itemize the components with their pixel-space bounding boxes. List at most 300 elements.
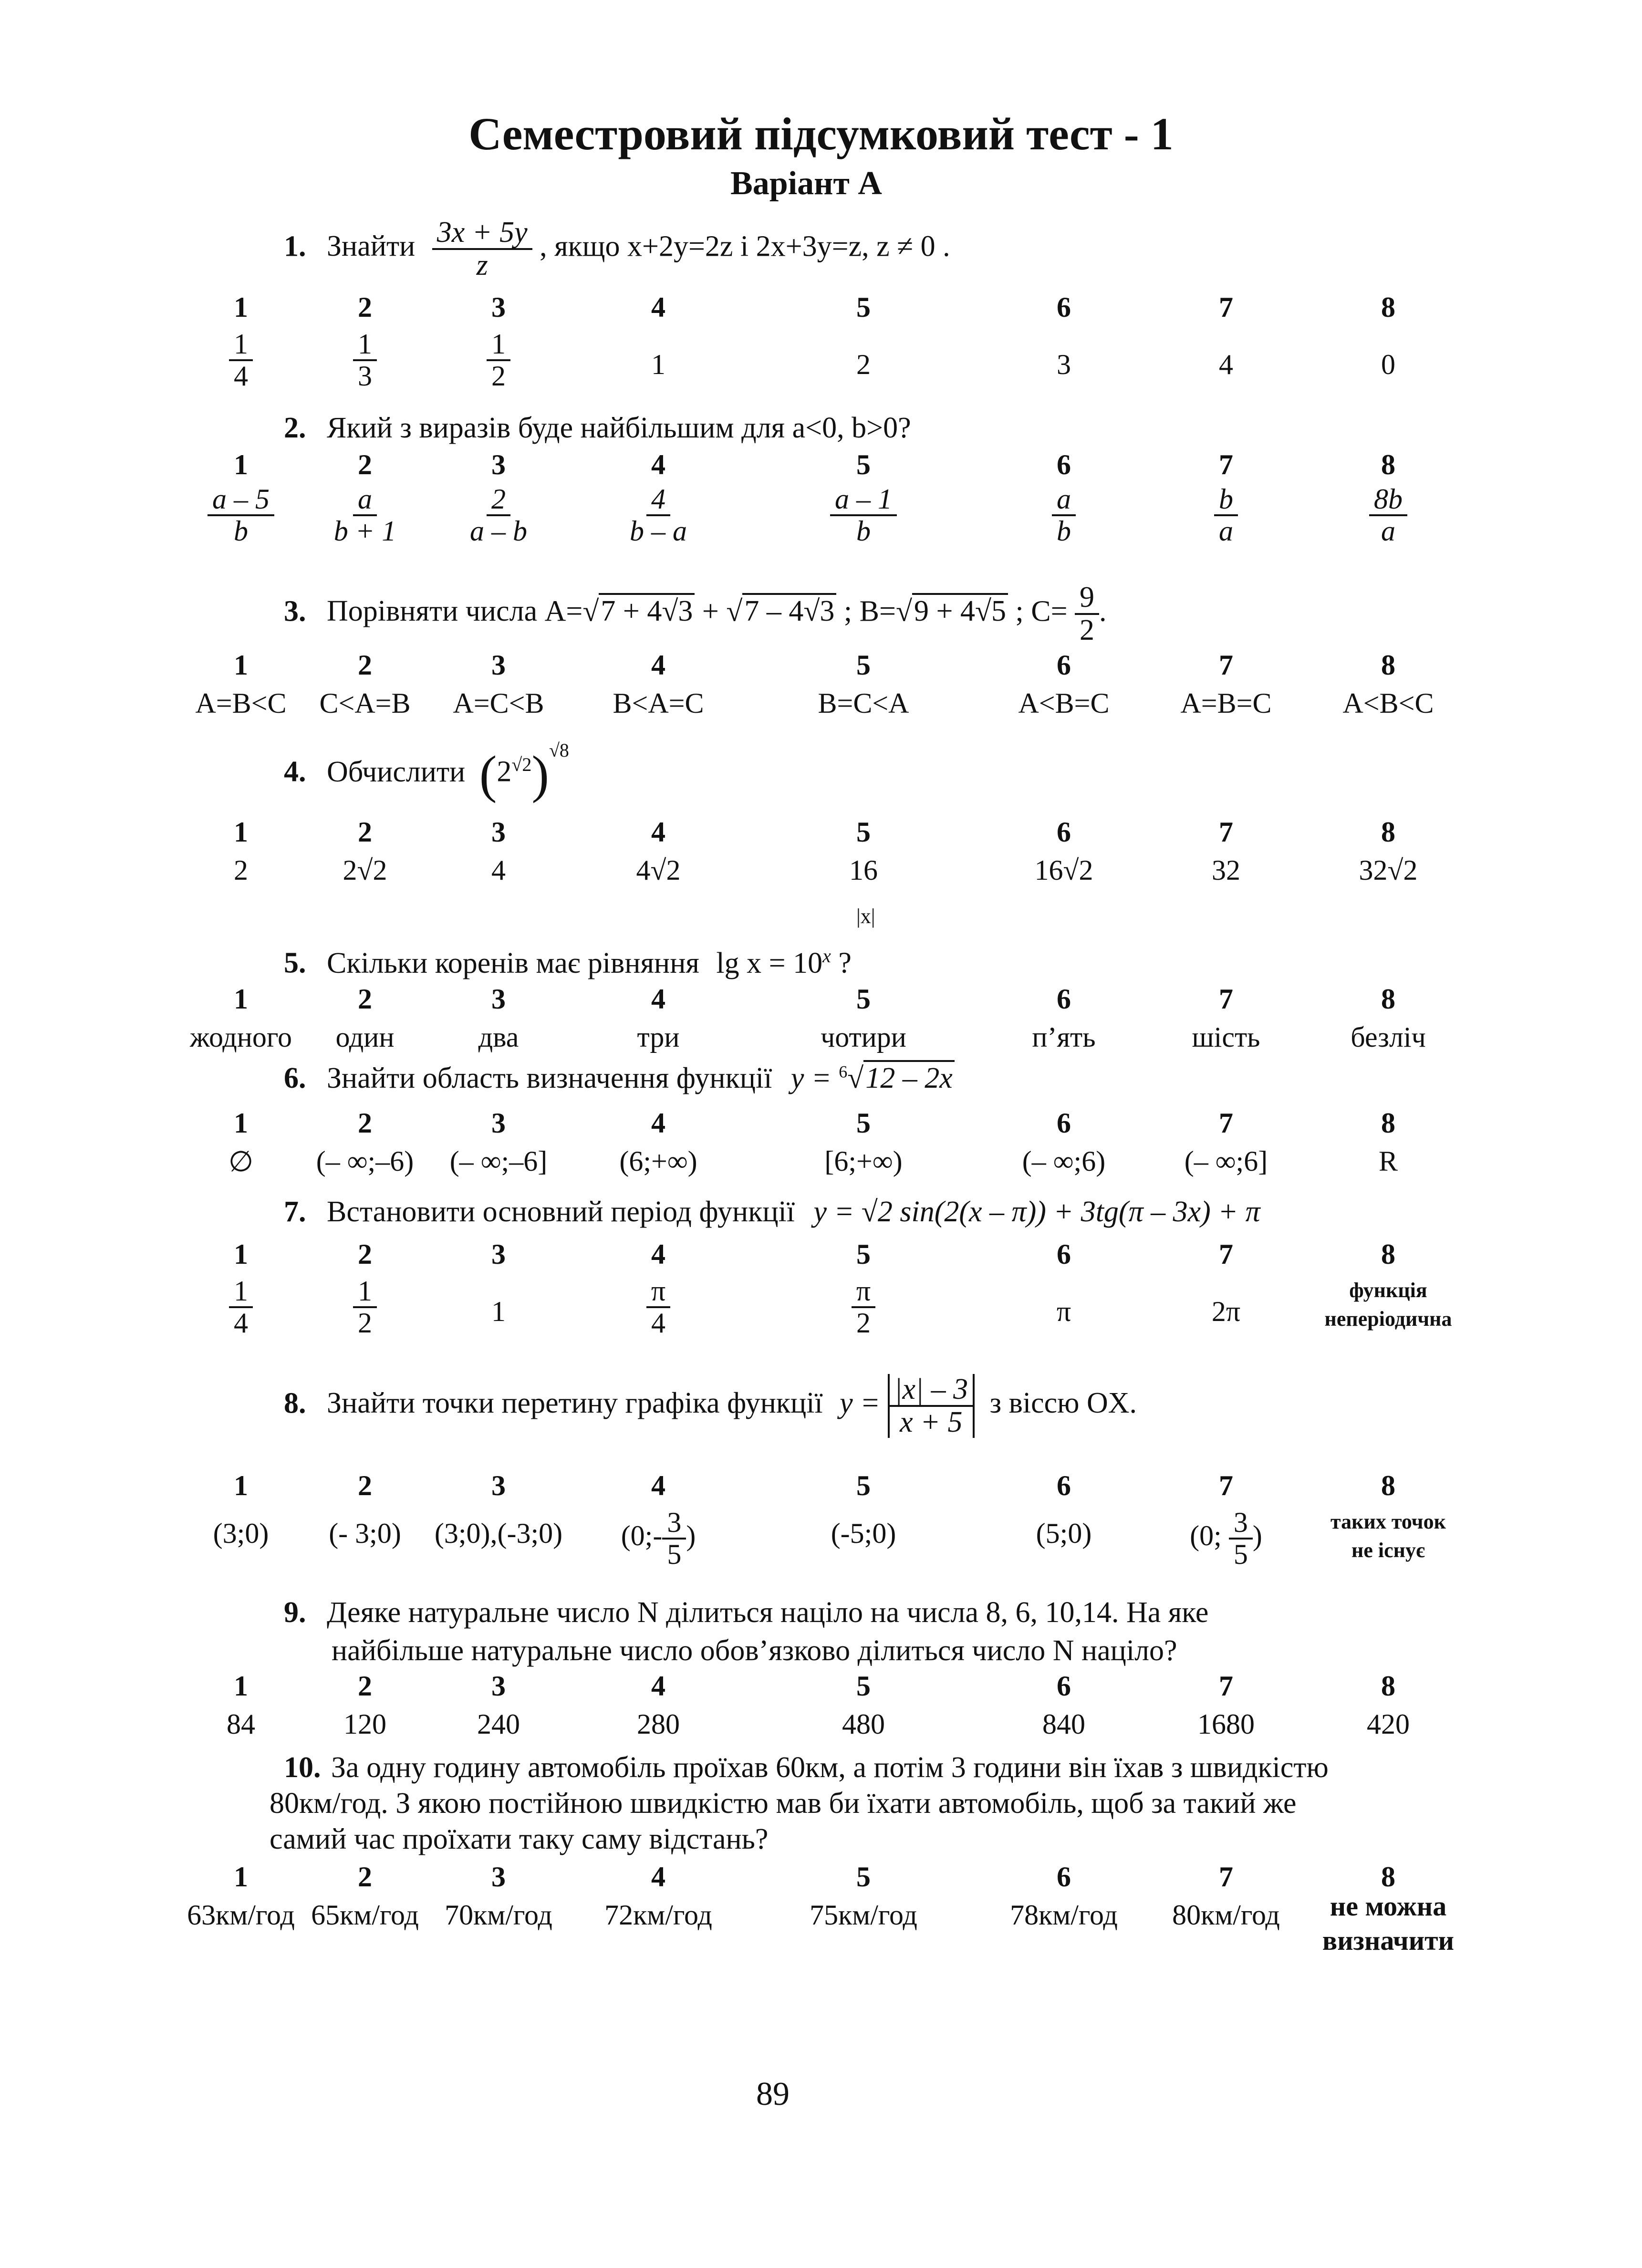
answer-option: 120 [343,1708,386,1740]
question-number: 7. [284,1196,306,1228]
question-condition: , якщо x+2y=2z і 2x+3y=z, z ≠ 0 . [540,230,950,263]
choice-number: 6 [1057,291,1071,323]
choice-number: 5 [856,1238,871,1270]
fraction-denominator: z [476,249,488,282]
answer-option: чотири [821,1021,906,1053]
question-number: 6. [284,1062,306,1094]
answer-option: (– ∞;6) [1022,1145,1106,1177]
answer-option: жодного [190,1021,292,1053]
answer-row [0,1021,1642,1059]
question-4: 4. Обчислити $(2^{√2})^{√8}$ [284,739,569,803]
choice-number: 5 [856,983,871,1015]
root-index: 6 [839,1062,848,1082]
choice-number: 2 [358,1107,372,1139]
label-a: A= [544,595,583,628]
fraction-denominator: 4 [234,360,248,392]
question-text: Встановити основний період функції [327,1196,795,1228]
c-fraction [1075,582,1099,646]
choice-number: 2 [358,449,372,480]
answer-value: (-5;0) [831,1518,896,1549]
fraction-denominator: 5 [667,1539,682,1570]
choice-number: 4 [651,449,665,480]
answer-row [0,1145,1642,1183]
choice-number: 7 [1219,1470,1233,1501]
answer-option: один [335,1021,395,1053]
answer-option: 4√2 [636,854,681,886]
fraction-numerator: a [353,484,377,516]
fraction-denominator: b [234,515,248,547]
choice-number: 8 [1381,649,1395,681]
answer-option: 80км/год [1172,1899,1280,1931]
choice-number: 5 [856,291,871,323]
choice-number: 1 [234,649,248,681]
fraction-denominator: x + 5 [900,1406,963,1439]
fraction-numerator: |x| – 3 [890,1374,973,1407]
choice-number-row [0,983,1642,1021]
question-number: 10. [284,1751,321,1784]
question-text: Скільки коренів має рівняння [327,947,699,979]
answer-option: 840 [1042,1708,1085,1740]
answer-option: два [478,1021,519,1053]
answer-option: (– ∞;6] [1184,1145,1268,1177]
answer-option: безліч [1351,1021,1426,1053]
answer-option [792,1276,935,1338]
question-6: 6. Знайти область визначення функції y = $^6$√12 – 2x [284,1061,955,1095]
function-lhs: y = [840,1387,881,1420]
answer-fraction [329,484,401,546]
fraction-denominator: b [1057,515,1071,547]
question-number: 8. [284,1387,306,1420]
answer-option [169,329,312,391]
answer-option: B=C<A [818,687,909,719]
question-1 [284,217,950,281]
choice-number: 8 [1381,1670,1395,1702]
question-9-line-2: найбільше натуральне число обов’язково ділиться число N націло? [332,1634,1177,1667]
choice-number: 1 [234,291,248,323]
exponent-bottom: x [822,945,831,967]
choice-number: 7 [1219,291,1233,323]
answer-fraction [646,1276,670,1338]
fraction-numerator: 3x + 5y [432,217,532,250]
root-a2: 7 – 4√3 [742,593,836,627]
answer-option: 4 [491,854,506,886]
fraction-denominator: b – a [630,515,687,547]
question-number: 4. [284,755,306,788]
choice-number: 2 [358,1238,372,1270]
answer-value: 2 [856,349,871,380]
inner-exponent: √2 [511,754,532,776]
choice-number: 4 [651,1861,665,1893]
answer-option: 32 [1212,854,1240,886]
answer-option [1154,1295,1298,1328]
answer-option: 78км/год [1010,1899,1118,1931]
answer-option: R [1378,1145,1398,1177]
answer-option: (– ∞;–6) [316,1145,414,1177]
answer-option [293,1517,436,1550]
answer-fraction [229,329,253,391]
choice-number: 1 [234,1238,248,1270]
fraction-numerator: 1 [353,1276,377,1308]
answer-row [0,1891,1642,1970]
choice-number: 7 [1219,449,1233,480]
answer-line-1: таких точок [1330,1510,1446,1533]
answer-row [0,329,1642,415]
question-text: Порівняти числа [327,595,538,628]
choice-number: 4 [651,1238,665,1270]
fraction-denominator: a [1219,515,1233,547]
fraction-numerator: 1 [229,329,253,361]
choice-number: 7 [1219,816,1233,848]
root-a1: 7 + 4√3 [599,593,695,627]
question-3: 3. Порівняти числа A=√7 + 4√3 + √7 – 4√3 ; B=√9 + 4√5 ; C= $\frac{9}{2}$ . [284,581,1107,647]
choice-number-row [0,448,1642,487]
choice-number: 7 [1219,983,1233,1015]
choice-number: 1 [234,1470,248,1501]
answer-option: (– ∞;–6] [449,1145,548,1177]
answer-option: B<A=C [613,687,704,719]
choice-number: 2 [358,1470,372,1501]
question-10 [284,1751,1329,1785]
choice-number: 4 [651,649,665,681]
answer-fraction [353,329,377,391]
answer-option [792,484,935,546]
fraction-numerator: 4 [646,484,670,516]
answer-option [293,329,436,391]
fraction-numerator: 9 [1075,582,1099,615]
choice-number: 2 [358,649,372,681]
choice-number: 3 [491,983,506,1015]
choice-number: 3 [491,649,506,681]
choice-number: 5 [856,1470,871,1501]
answer-option [1317,484,1460,546]
fraction-numerator: π [646,1276,670,1308]
choice-number: 1 [234,1107,248,1139]
answer-option: 420 [1367,1708,1410,1740]
fraction-denominator: 2 [1080,614,1095,647]
question-text: Обчислити [327,755,466,788]
choice-number-row [0,1469,1642,1508]
fraction-denominator: 4 [651,1307,665,1339]
choice-number: 4 [651,291,665,323]
answer-option: 2 [234,854,248,886]
answer-option [169,1517,312,1550]
choice-number: 7 [1219,1861,1233,1893]
choice-number: 2 [358,1670,372,1702]
choice-number: 4 [651,983,665,1015]
fraction-denominator: a – b [470,515,527,547]
question-line-1: За одну годину автомобіль проїхав 60км, а потім 3 години він їхав з швидкістю [331,1751,1329,1784]
question-2 [284,411,911,445]
answer-fraction [1214,484,1238,546]
answer-prefix: (0;- [621,1519,663,1551]
answer-option [992,1295,1135,1328]
choice-number: 7 [1219,1238,1233,1270]
answer-value: 1 [491,1296,506,1327]
answer-option [992,484,1135,546]
choice-number-row [0,816,1642,854]
answer-line-1: не можна [1330,1891,1447,1922]
page-title: Семестровий підсумковий тест - 1 [468,108,1174,159]
answer-option: 70км/год [445,1899,552,1931]
question-tail: з віссю OX. [989,1387,1137,1420]
choice-number-row [0,1107,1642,1145]
answer-fraction [852,1276,875,1338]
answer-option [792,348,935,381]
answer-option [1154,1508,1298,1570]
choice-number: 7 [1219,649,1233,681]
answer-suffix: ) [686,1519,696,1551]
choice-number: 6 [1057,449,1071,480]
root-b: 9 + 4√5 [912,593,1008,627]
choice-number: 8 [1381,291,1395,323]
question-text: Знайти [327,230,416,263]
question-7 [284,1195,1260,1229]
answer-option [1154,484,1298,546]
answer-option [992,348,1135,381]
answer-option [587,1508,730,1570]
answer-option: A=B<C [195,687,287,719]
choice-number: 5 [856,1670,871,1702]
choice-number: 3 [491,291,506,323]
answer-option: A<B=C [1018,687,1110,719]
fraction-denominator: b [856,515,871,547]
answer-option: 240 [477,1708,520,1740]
answer-option [992,1517,1135,1550]
choice-number: 6 [1057,983,1071,1015]
question-10-line-3: самий час проїхати таку саму відстань? [270,1823,769,1855]
answer-option: A<B<C [1342,687,1434,719]
function-fraction [888,1374,975,1438]
expression-fraction [432,217,532,281]
answer-row [0,1708,1642,1746]
exponent-top: |x| [856,905,875,928]
question-8 [284,1374,1137,1438]
answer-option: 32√2 [1359,854,1418,886]
choice-number: 1 [234,1670,248,1702]
answer-option [427,484,570,546]
answer-row [0,484,1642,570]
question-text: Знайти область визначення функції [327,1062,772,1094]
answer-row [0,854,1642,892]
answer-option [293,484,436,546]
choice-number: 1 [234,983,248,1015]
answer-option: 63км/год [187,1899,295,1931]
answer-line-2: визначити [1322,1925,1455,1956]
fraction-denominator: 4 [234,1307,248,1339]
answer-option: 280 [637,1708,680,1740]
choice-number: 6 [1057,1861,1071,1893]
answer-option [427,329,570,391]
answer-fraction [1369,484,1407,546]
fraction-numerator: 3 [662,1508,686,1540]
answer-line-2: не існує [1351,1539,1425,1562]
choice-number: 3 [491,449,506,480]
choice-number: 1 [234,1861,248,1893]
question-10-line-2: 80км/год. З якою постійною швидкістю мав би їхати автомобіль, щоб за такий же [270,1787,1297,1820]
choice-number: 2 [358,1861,372,1893]
choice-number: 8 [1381,449,1395,480]
choice-number-row [0,1670,1642,1708]
answer-option: C<A=B [319,687,411,719]
answer-option [169,1276,312,1338]
answer-fraction [662,1508,686,1570]
answer-option: 84 [227,1708,255,1740]
question-number: 3. [284,595,306,628]
choice-number: 6 [1057,1107,1071,1139]
answer-option: [6;+∞) [824,1145,903,1177]
answer-value: 4 [1219,349,1233,380]
answer-row [0,1508,1642,1593]
choice-number: 6 [1057,1470,1071,1501]
choice-number: 6 [1057,1670,1071,1702]
question-line-1: Деяке натуральне число N ділиться націло на числа 8, 6, 10,14. На яке [327,1596,1209,1629]
answer-option: 65км/год [311,1899,419,1931]
choice-number-row [0,649,1642,687]
fraction-numerator: π [852,1276,875,1308]
answer-value: π [1056,1296,1071,1327]
answer-fraction [208,484,274,546]
choice-number: 6 [1057,649,1071,681]
choice-number: 7 [1219,1670,1233,1702]
question-number: 9. [284,1596,306,1629]
label-b: ; B= [836,595,896,628]
answer-value: 1 [651,349,665,380]
answer-option: три [637,1021,680,1053]
function: y = √2 sin(2(x – π)) + 3tg(π – 3x) + π [813,1196,1260,1228]
answer-option [1317,1508,1460,1565]
answer-option: ∅ [228,1146,254,1177]
answer-option [792,1517,935,1550]
choice-number: 3 [491,1470,506,1501]
answer-fraction [1229,1508,1253,1570]
answer-option: шість [1192,1021,1260,1053]
fraction-numerator: a [1052,484,1076,516]
answer-line-1: функція [1349,1279,1427,1302]
answer-value: (5;0) [1036,1518,1092,1549]
function-lhs: y = [790,1062,839,1094]
answer-option: A=B=C [1180,687,1272,719]
answer-option [587,484,730,546]
plus-sign: + [695,595,727,628]
answer-option [1317,348,1460,381]
answer-option [1317,1889,1460,1958]
answer-row [0,687,1642,725]
answer-option: 480 [842,1708,885,1740]
choice-number: 7 [1219,1107,1233,1139]
fraction-denominator: 2 [856,1307,871,1339]
fraction-numerator: b [1214,484,1238,516]
answer-line-2: неперіодична [1324,1307,1452,1331]
fraction-denominator: 5 [1233,1539,1248,1570]
choice-number: 4 [651,1107,665,1139]
choice-number: 3 [491,1670,506,1702]
choice-number: 6 [1057,816,1071,848]
choice-number: 8 [1381,1107,1395,1139]
fraction-numerator: 1 [229,1276,253,1308]
answer-option: A=C<B [453,687,544,719]
choice-number: 3 [491,1238,506,1270]
question-number: 5. [284,947,306,979]
answer-value: (- 3;0) [329,1518,401,1549]
fraction-numerator: 1 [487,329,510,361]
choice-number: 2 [358,816,372,848]
answer-prefix: (0; [1190,1519,1229,1551]
answer-value: 3 [1057,349,1071,380]
choice-number: 5 [856,649,871,681]
fraction-denominator: b + 1 [333,515,396,547]
choice-number: 4 [651,816,665,848]
answer-option: 16√2 [1034,854,1093,886]
page-number: 89 [756,2076,790,2112]
choice-number: 8 [1381,1470,1395,1501]
radicand: 12 – 2x [863,1060,955,1094]
answer-option: 72км/год [604,1899,712,1931]
choice-number: 8 [1381,983,1395,1015]
answer-row [0,1276,1642,1362]
answer-fraction [465,484,532,546]
equation: lg x = 10 [716,947,823,979]
answer-option [587,348,730,381]
choice-number: 2 [358,983,372,1015]
choice-number: 2 [358,291,372,323]
answer-fraction [229,1276,253,1338]
fraction-numerator: 1 [353,329,377,361]
fraction-denominator: a [1381,515,1395,547]
choice-number-row [0,1238,1642,1276]
choice-number: 5 [856,816,871,848]
choice-number: 3 [491,1861,506,1893]
choice-number: 6 [1057,1238,1071,1270]
choice-number: 3 [491,816,506,848]
answer-suffix: ) [1252,1519,1262,1551]
fraction-denominator: 2 [491,360,506,392]
question-5: 5. Скільки коренів має рівняння $\lg x = 10^x$ ? [284,945,852,979]
choice-number: 3 [491,1107,506,1139]
answer-option [427,1295,570,1328]
fraction-numerator: a – 1 [830,484,897,516]
answer-fraction [830,484,897,546]
answer-fraction [353,1276,377,1338]
fraction-denominator: 2 [358,1307,372,1339]
answer-option: п’ять [1032,1021,1096,1053]
choice-number: 5 [856,449,871,480]
answer-option: 2√2 [343,854,387,886]
choice-number: 8 [1381,1861,1395,1893]
question-number: 1. [284,230,306,263]
answer-fraction [625,484,692,546]
label-c: ; C= [1008,595,1068,628]
answer-option [427,1517,570,1550]
answer-value: 2π [1211,1296,1241,1327]
choice-number: 8 [1381,1238,1395,1270]
choice-number: 4 [651,1670,665,1702]
answer-fraction [487,329,510,391]
answer-option [1154,348,1298,381]
outer-exponent: √8 [549,739,569,761]
variant-label: Варіант А [730,165,882,202]
choice-number: 8 [1381,816,1395,848]
answer-value: 0 [1381,349,1395,380]
fraction-denominator: 3 [358,360,372,392]
answer-option: 16 [849,854,878,886]
fraction-numerator: 3 [1229,1508,1253,1540]
question-text: Який з виразів буде найбільшим для a<0, b>0? [327,412,911,444]
answer-option: 1680 [1197,1708,1255,1740]
choice-number: 5 [856,1861,871,1893]
answer-option [1317,1276,1460,1333]
question-text: Знайти точки перетину графіка функції [327,1387,823,1420]
answer-option [293,1276,436,1338]
